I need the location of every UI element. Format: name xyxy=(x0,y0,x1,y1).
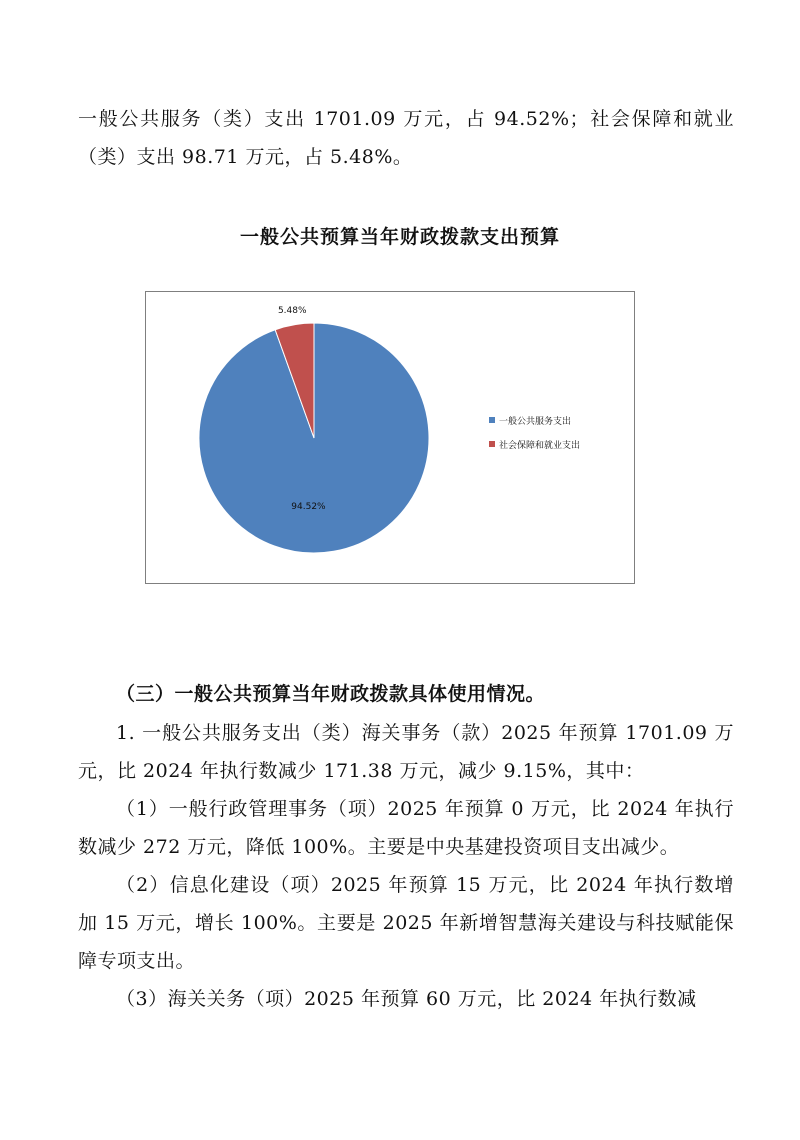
pie-chart xyxy=(145,291,635,584)
legend-label-general-public-services: 一般公共服务支出 xyxy=(499,417,572,427)
paragraph-item-1: 1. 一般公共服务支出（类）海关事务（款）2025 年预算 1701.09 万元，比 2024 年执行数减少 171.38 万元，减少 9.15%，其中： xyxy=(78,722,734,782)
section-heading: （三）一般公共预算当年财政拨款具体使用情况。 xyxy=(116,683,546,705)
pie-chart-svg xyxy=(146,292,634,583)
paragraph-sub-3: （3）海关关务（项）2025 年预算 60 万元，比 2024 年执行数减 xyxy=(116,988,697,1010)
legend-label-social-security-employment: 社会保障和就业支出 xyxy=(499,441,581,451)
legend-swatch-social-security-employment xyxy=(489,441,495,447)
paragraph-sub-2: （2）信息化建设（项）2025 年预算 15 万元，比 2024 年执行数增加 15 万元，增长 100%。主要是 2025 年新增智慧海关建设与科技赋能保障专项支出。 xyxy=(78,874,734,972)
data-label-general-public-services: 94.52% xyxy=(291,502,326,513)
legend-swatch-general-public-services xyxy=(489,417,495,423)
data-label-social-security-employment: 5.48% xyxy=(277,305,307,316)
paragraph-intro: 一般公共服务（类）支出 1701.09 万元，占 94.52%；社会保障和就业（类）支出 98.71 万元，占 5.48%。 xyxy=(78,108,734,168)
chart-title: 一般公共预算当年财政拨款支出预算 xyxy=(239,226,560,248)
paragraph-sub-1: （1）一般行政管理事务（项）2025 年预算 0 万元，比 2024 年执行数减少 272 万元，降低 100%。主要是中央基建投资项目支出减少。 xyxy=(78,798,734,858)
